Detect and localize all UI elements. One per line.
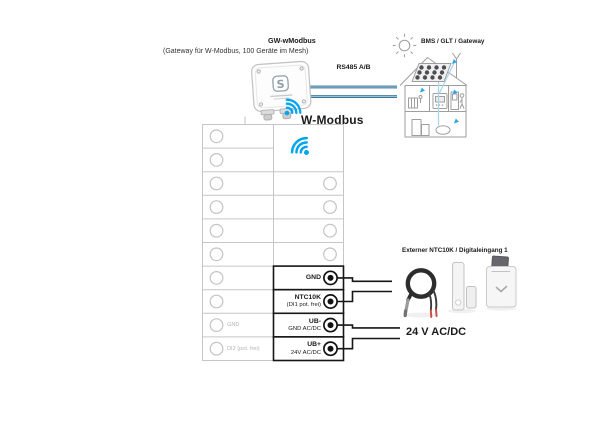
terminal-sublabel-ntc10k: (DI1 pot. frei) xyxy=(286,302,321,309)
boiler-icon xyxy=(412,120,429,136)
person-icon xyxy=(460,94,464,109)
wire-gnd xyxy=(337,278,392,281)
external-input-label: Externer NTC10K / Digitaleingang 1 xyxy=(402,246,508,254)
device-subtitle: (Gateway für W-Modbus, 100 Geräte im Mesh) xyxy=(163,47,309,55)
device-title: GW-wModbus xyxy=(268,36,316,45)
bms-label: BMS / GLT / Gateway xyxy=(421,37,485,45)
wifi-icon-terminal xyxy=(289,135,315,161)
gateway-device-illustration xyxy=(251,61,312,121)
wire-ntc10k xyxy=(337,292,392,302)
terminal-sublabel-ub-minus: GND AC/DC xyxy=(288,325,321,332)
rs485-lines xyxy=(310,86,397,98)
wire-ub-minus xyxy=(337,325,400,328)
supply-voltage-label: 24 V AC/DC xyxy=(406,326,467,338)
wire-ub-plus xyxy=(337,339,400,349)
left-terminal-label-di2: DI2 (pot. frei) xyxy=(227,345,260,352)
terminal-label-ub-plus: UB+ xyxy=(307,341,321,349)
antenna-icon xyxy=(453,53,461,78)
building-illustration xyxy=(393,34,467,137)
rs485-label: RS485 A/B xyxy=(336,64,371,71)
radiator-icon xyxy=(409,98,418,108)
cabinet-icon xyxy=(451,92,459,110)
card-switch-image xyxy=(487,256,517,307)
control-panel-icon xyxy=(433,94,447,109)
tank-icon xyxy=(436,126,450,135)
wmodbus-label: W-Modbus xyxy=(301,112,364,127)
terminal-sublabel-ub-plus: 24V AC/DC xyxy=(290,349,321,356)
terminal-label-ub-minus: UB- xyxy=(308,317,321,325)
brand-logo-letter: S xyxy=(276,77,286,92)
external-sensor-images xyxy=(404,256,516,317)
terminal-label-ntc10k: NTC10K xyxy=(294,293,321,301)
sun-icon xyxy=(393,34,416,57)
terminal-label-gnd: GND xyxy=(305,274,321,282)
ntc-probe-image xyxy=(405,270,436,317)
left-terminal-label-gnd: GND xyxy=(227,322,240,329)
door-contact-image xyxy=(453,263,477,311)
